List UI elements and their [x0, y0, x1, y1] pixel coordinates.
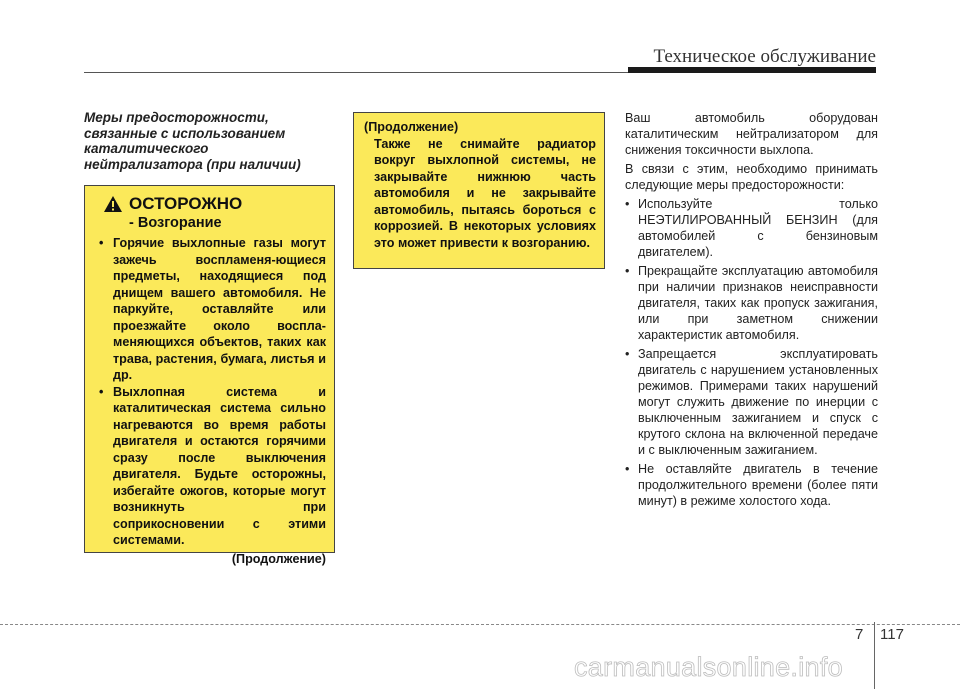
precaution-item: • Запрещается эксплуатировать двигатель с нарушением установленных режимов. Примерами таких нарушений могут служить движение по инерции с выключенным зажиганием и спуск с крутого склона на включенной передаче и с выключенным зажиганием. [625, 346, 878, 458]
caution-box-fire [84, 185, 335, 566]
section-title [84, 110, 334, 172]
body-paragraph: Ваш автомобиль оборудован каталитическим нейтрализатором для снижения токсичности выхлопа. [625, 111, 878, 157]
continued-label: (Продолжение) [364, 120, 459, 134]
precaution-list [625, 196, 878, 509]
caution-bullet: • Выхлопная система и каталитическая система сильно нагреваются во время работы двигателя и остаются горячими сразу после выключения двигателя. Будьте осторожны, избегайте ожогов, которые могут возникнуть при соприкосновении с этими системами. [93, 384, 326, 549]
page-number-separator [874, 622, 875, 689]
caution-bullet-list [93, 235, 326, 549]
footer-divider [0, 624, 960, 625]
section-title-line: связанные с использованием [84, 125, 286, 141]
header-rule-accent [628, 67, 876, 73]
caution-subtitle: - Возгорание [129, 215, 222, 231]
page-number: 117 [880, 626, 904, 643]
caution-bullet: • Горячие выхлопные газы могут зажечь воспламеня-ющиеся предметы, находящиеся под днищем вашего автомобиля. Не паркуйте, оставляйте или проезжайте около воспла-меняющихся объектов, таких как трава, растения, бумага, листья и др. [93, 235, 326, 384]
precaution-item: • Используйте только НЕЭТИЛИРОВАННЫЙ БЕНЗИН (для автомобилей с бензиновым двигателем). [625, 196, 878, 260]
caution-word: ОСТОРОЖНО [129, 194, 243, 213]
watermark: carmanualsonline.info [574, 652, 843, 682]
chapter-number: 7 [855, 626, 864, 643]
precaution-item: • Прекращайте эксплуатацию автомобиля при наличии признаков неисправности двигателя, таких как пропуск зажигания, или при заметном снижении характеристик автомобиля. [625, 263, 878, 343]
section-title-line: нейтрализатора (при наличии) [84, 156, 301, 172]
body-paragraph: В связи с этим, необходимо принимать следующие меры предосторожности: [625, 162, 878, 192]
caution-continued-text: Также не снимайте радиатор вокруг выхлопной системы, не закрывайте нижнюю часть автомобиля и не закрывайте автомобиль, пытаясь бороться с коррозией. В некоторых условиях это может привести к возгоранию. [374, 136, 596, 250]
page-header-title: Техническое обслуживание [653, 46, 876, 67]
caution-box-continued [353, 112, 605, 269]
continued-label: (Продолжение) [231, 551, 326, 566]
section-title-line: Меры предосторожности, [84, 110, 269, 125]
warning-triangle-icon [103, 195, 123, 213]
precaution-item: • Не оставляйте двигатель в течение продолжительного времени (более пяти минут) в режиме холостого хода. [625, 461, 878, 509]
body-column [625, 110, 878, 512]
section-title-line: каталитического [84, 141, 209, 156]
caution-header [103, 194, 326, 214]
